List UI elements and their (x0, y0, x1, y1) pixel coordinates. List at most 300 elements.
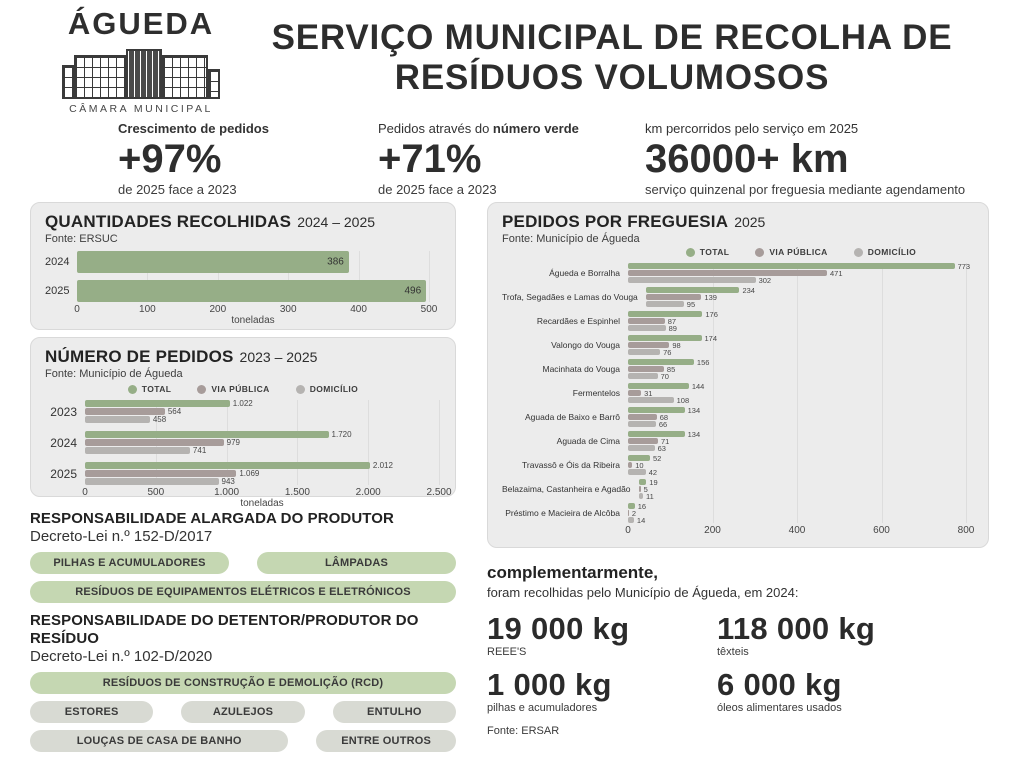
stat-label: óleos alimentares usados (717, 702, 842, 714)
bar-line (85, 478, 439, 485)
stat-value: +97% (118, 137, 222, 181)
bar-line (639, 493, 966, 499)
value-label: 11 (646, 491, 654, 501)
bar (639, 493, 644, 499)
stat-caption: de 2025 face a 2023 (378, 182, 497, 197)
bar-line (628, 349, 966, 355)
category-bars (85, 462, 439, 485)
category-bars (628, 311, 966, 331)
value-label: 14 (636, 515, 646, 525)
bar (628, 431, 685, 437)
bar (628, 503, 635, 509)
category-label: Trofa, Segadães e Lamas do Vouga (502, 292, 638, 302)
bar-line (85, 462, 439, 469)
value-label: 76 (663, 347, 672, 357)
category-bars (628, 407, 966, 427)
bar-line (628, 455, 966, 461)
legend-item (854, 247, 916, 257)
chart-legend (628, 247, 974, 257)
category-bars (628, 335, 966, 355)
stat-value: 1 000 kg (487, 667, 612, 702)
bar-line (628, 431, 966, 437)
value-label: 496 (404, 285, 422, 297)
bar (628, 383, 689, 389)
bar (85, 470, 236, 477)
tick-label: 600 (873, 525, 890, 536)
category-bars (628, 503, 966, 523)
tick-label: 200 (704, 525, 721, 536)
chart-plot-area (502, 263, 974, 523)
bar-line (85, 431, 439, 438)
category-label: Travassô e Óis da Ribeira (522, 460, 620, 470)
page-title-line1: SERVIÇO MUNICIPAL DE RECOLHA DE (271, 18, 953, 57)
value-label: 741 (192, 446, 207, 455)
page-title (256, 18, 968, 98)
chart-row (502, 479, 966, 499)
bar (85, 416, 150, 423)
value-label: 66 (658, 419, 668, 429)
responsibilities-section (30, 510, 456, 752)
chart-title: PEDIDOS POR FREGUESIA (502, 212, 729, 231)
complementary-source: Fonte: ERSAR (487, 725, 560, 737)
tick-label: 0 (74, 304, 80, 315)
chart-panel-pedidos-por-freguesia (487, 202, 989, 548)
bar-line (628, 503, 966, 509)
building-block-left-icon (74, 55, 126, 99)
responsibility-title: RESPONSABILIDADE ALARGADA DO PRODUTOR (30, 510, 394, 527)
responsibility-law: Decreto-Lei n.º 102-D/2020 (30, 647, 213, 665)
responsibility-block (30, 612, 456, 752)
page-title-line2: RESÍDUOS VOLUMOSOS (394, 57, 830, 97)
category-label: Aguada de Baixo e Barrô (525, 412, 620, 422)
tick-label: 1.500 (284, 487, 310, 498)
bar (628, 407, 685, 413)
value-label: 458 (152, 415, 167, 424)
bar (628, 445, 655, 451)
stat-caption: de 2025 face a 2023 (118, 182, 237, 197)
tick-label: 500 (420, 304, 438, 315)
bar (628, 335, 702, 341)
value-label: 144 (691, 381, 705, 391)
category-label: 2025 (45, 285, 70, 297)
bar-line (646, 287, 966, 293)
value-label: 564 (167, 407, 182, 416)
tick-label: 400 (788, 525, 806, 536)
bar-line (628, 517, 966, 523)
chart-row (45, 251, 429, 273)
bar (628, 438, 658, 444)
value-label: 71 (660, 436, 670, 446)
pill-row (30, 581, 456, 603)
bar (77, 280, 426, 302)
category-bars (628, 455, 966, 475)
bar-line (628, 469, 966, 475)
complementary-stat-texteis (717, 613, 989, 658)
value-label: 85 (666, 364, 676, 374)
gridline (439, 400, 440, 485)
bar (628, 270, 827, 276)
complementary-stat-pilhas (487, 669, 717, 714)
category-label: Valongo do Vouga (551, 340, 620, 350)
chart-header (45, 347, 441, 367)
value-label: 19 (649, 477, 658, 487)
category-label: 2024 (50, 435, 77, 450)
value-label: 87 (667, 316, 677, 326)
chart-source: Fonte: Município de Águeda (502, 233, 640, 245)
building-wing-left-icon (62, 65, 74, 99)
category-pill: AZULEJOS (181, 701, 304, 723)
value-label: 471 (829, 268, 843, 278)
value-label: 156 (696, 357, 710, 367)
legend-label: VIA PÚBLICA (211, 384, 270, 394)
value-label: 52 (652, 453, 662, 463)
chart-x-axis-label: toneladas (240, 498, 284, 509)
chart-row (502, 431, 966, 451)
responsibility-block (30, 510, 456, 603)
value-label: 2 (631, 508, 637, 518)
legend-label: VIA PÚBLICA (769, 247, 828, 257)
bar-line (628, 342, 966, 348)
chart-row (45, 400, 439, 423)
chart-row (502, 335, 966, 355)
bar-line (628, 383, 966, 389)
bar (85, 408, 165, 415)
category-pill: ENTULHO (333, 701, 456, 723)
value-label: 134 (687, 405, 701, 415)
value-label: 108 (676, 395, 690, 405)
bar-line (77, 251, 429, 273)
value-label: 176 (705, 309, 718, 319)
legend-label: TOTAL (141, 384, 172, 394)
chart-bars (45, 251, 429, 302)
bar-line (628, 318, 966, 324)
bar (628, 349, 660, 355)
value-label: 31 (644, 388, 653, 398)
category-label: Préstimo e Macieira de Alcôba (505, 508, 620, 518)
chart-row (45, 280, 429, 302)
stat-caption: serviço quinzenal por freguesia mediante agendamento (645, 182, 966, 197)
category-label: Recardães e Espinhel (536, 316, 620, 326)
chart-plot-area (45, 400, 441, 485)
value-label: 42 (648, 467, 658, 477)
bar (628, 455, 650, 461)
legend-dot-icon (755, 248, 764, 257)
bar (628, 421, 656, 427)
chart-legend (45, 384, 441, 394)
bar-line (628, 407, 966, 413)
bar-line (628, 510, 966, 516)
bar-line (85, 470, 439, 477)
chart-row (502, 407, 966, 427)
right-column (487, 202, 989, 737)
bar-line (85, 400, 439, 407)
chart-title: QUANTIDADES RECOLHIDAS (45, 212, 292, 231)
category-bars (77, 251, 429, 273)
bar (628, 469, 646, 475)
bar (628, 390, 641, 396)
building-wing-right-icon (208, 69, 220, 99)
stat-green-line-requests (378, 121, 579, 197)
value-label: 5 (643, 484, 648, 494)
left-column (30, 202, 456, 759)
tick-label: 2.500 (426, 487, 452, 498)
chart-row (502, 261, 971, 285)
legend-dot-icon (128, 385, 137, 394)
chart-row (45, 462, 439, 485)
chart-row (502, 287, 966, 307)
bar (85, 478, 219, 485)
bar (85, 400, 230, 407)
category-pill: ENTRE OUTROS (316, 730, 456, 752)
tick-label: 1.000 (214, 487, 240, 498)
legend-dot-icon (854, 248, 863, 257)
value-label: 302 (758, 275, 772, 285)
chart-x-axis (74, 302, 438, 315)
bar (628, 517, 634, 523)
bar-line (85, 408, 439, 415)
bar-line (628, 311, 966, 317)
tick-label: 200 (209, 304, 227, 315)
legend-dot-icon (197, 385, 206, 394)
bar (628, 373, 658, 379)
bar-line (639, 486, 966, 492)
category-bars (646, 287, 966, 307)
logo-org-name: CÂMARA MUNICIPAL (69, 103, 213, 115)
chart-row (502, 383, 966, 403)
value-label: 174 (704, 333, 718, 343)
bar (628, 510, 629, 516)
value-label: 10 (635, 460, 644, 470)
legend-dot-icon (296, 385, 305, 394)
value-label: 386 (327, 256, 344, 268)
value-label: 1.069 (239, 469, 260, 478)
chart-x-axis-label: toneladas (231, 315, 275, 326)
value-label: 979 (226, 438, 240, 447)
category-bars (85, 431, 439, 454)
chart-title: NÚMERO DE PEDIDOS (45, 347, 234, 366)
pill-row (30, 701, 456, 723)
pill-row (30, 672, 456, 694)
gridline (429, 251, 430, 302)
bar-line (628, 438, 966, 444)
bar (77, 251, 348, 273)
bar (628, 311, 702, 317)
responsibility-title: RESPONSABILIDADE DO DETENTOR/PRODUTOR DO RESÍDUO (30, 612, 419, 647)
complementary-stat-oleos (717, 669, 989, 714)
chart-row (502, 311, 966, 331)
legend-label: DOMICÍLIO (867, 247, 917, 257)
value-label: 98 (672, 340, 681, 350)
chart-subtitle: 2023 – 2025 (239, 349, 318, 365)
bar (628, 366, 664, 372)
value-label: 95 (686, 299, 696, 309)
stat-value: +71% (378, 137, 482, 181)
municipality-logo (52, 8, 230, 115)
bar (628, 414, 657, 420)
municipal-building-icon (60, 43, 222, 99)
legend-item (128, 384, 172, 394)
stat-value: 118 000 kg (717, 611, 876, 646)
stat-value: 6 000 kg (717, 667, 842, 702)
bar (628, 325, 666, 331)
bar-line (77, 280, 429, 302)
responsibility-law: Decreto-Lei n.º 152-D/2017 (30, 528, 213, 546)
bar-line (628, 397, 966, 403)
category-bars (85, 400, 439, 423)
legend-item (755, 247, 827, 257)
chart-row (45, 431, 439, 454)
building-tower-icon (126, 49, 162, 99)
bar (646, 287, 740, 293)
legend-item (197, 384, 269, 394)
bar-line (628, 261, 971, 271)
stat-label: REEE'S (487, 646, 527, 658)
bar-line (85, 447, 439, 454)
bar-line (628, 270, 966, 276)
complementary-title: complementarmente, (487, 563, 658, 582)
category-bars (628, 261, 971, 285)
value-label: 1.022 (232, 399, 253, 408)
chart-row (502, 503, 966, 523)
category-bars (628, 431, 966, 451)
value-label: 63 (657, 443, 666, 453)
category-pill: ESTORES (30, 701, 153, 723)
category-pill: LOUÇAS DE CASA DE BANHO (30, 730, 288, 752)
chart-source: Fonte: ERSUC (45, 233, 118, 245)
value-label: 134 (687, 429, 701, 439)
bar-line (628, 445, 966, 451)
category-pill: PILHAS E ACUMULADORES (30, 552, 229, 574)
bar (85, 447, 190, 454)
bar-line (646, 294, 966, 300)
value-label: 1.720 (331, 430, 352, 439)
bar-line (628, 462, 966, 468)
complementary-stat-reees (487, 613, 717, 658)
value-label: 139 (704, 292, 717, 302)
stat-label: pilhas e acumuladores (487, 702, 598, 714)
chart-header (502, 212, 974, 232)
value-label: 773 (957, 261, 971, 271)
bar (85, 431, 329, 438)
stat-value: 19 000 kg (487, 611, 630, 646)
bar (628, 318, 665, 324)
bar (628, 277, 756, 283)
complementary-subtitle: foram recolhidas pelo Município de Águeda, em 2024: (487, 585, 799, 600)
tick-label: 500 (147, 487, 165, 498)
category-bars (77, 280, 429, 302)
complementary-stats-grid (487, 613, 989, 714)
gridline (966, 263, 967, 523)
chart-row (502, 359, 966, 379)
value-label: 70 (660, 371, 669, 381)
pill-row (30, 730, 456, 752)
tick-label: 400 (350, 304, 367, 315)
bar-line (85, 439, 439, 446)
category-pill: RESÍDUOS DE EQUIPAMENTOS ELÉTRICOS E ELETRÓNICOS (30, 581, 456, 603)
bar (628, 263, 955, 269)
chart-subtitle: 2024 – 2025 (297, 214, 376, 230)
tick-label: 100 (139, 304, 156, 315)
category-label: 2025 (50, 466, 77, 481)
legend-item (686, 247, 730, 257)
category-label: Macinhata do Vouga (542, 364, 620, 374)
bar (628, 342, 669, 348)
logo-city-name: ÁGUEDA (67, 6, 215, 41)
bar-line (85, 416, 439, 423)
category-label: Fermentelos (572, 388, 620, 398)
bar (85, 439, 224, 446)
category-bars (628, 359, 966, 379)
category-bars (628, 383, 966, 403)
chart-x-axis (82, 485, 452, 498)
chart-x-axis (625, 523, 975, 536)
chart-panel-numero-de-pedidos (30, 337, 456, 509)
bar (639, 479, 647, 485)
stat-label: Pedidos através do número verde (378, 121, 579, 136)
legend-label: TOTAL (699, 247, 730, 257)
tick-label: 0 (82, 487, 88, 498)
value-label: 2.012 (372, 461, 393, 470)
legend-item (296, 384, 358, 394)
stat-label: Crescimento de pedidos (118, 121, 269, 136)
complementary-section (487, 563, 989, 737)
category-label: Aguada de Cima (556, 436, 620, 446)
bar (628, 359, 694, 365)
value-label: 68 (659, 412, 669, 422)
bar-line (628, 421, 966, 427)
bar-line (628, 373, 966, 379)
bar-line (628, 359, 966, 365)
bar (646, 301, 684, 307)
category-label: Águeda e Borralha (549, 268, 620, 278)
bar-line (646, 301, 966, 307)
chart-subtitle: 2025 (734, 214, 766, 230)
category-label: Belazaima, Castanheira e Agadão (502, 484, 631, 494)
category-bars (639, 479, 966, 499)
tick-label: 300 (279, 304, 297, 315)
stat-label: têxteis (717, 646, 749, 658)
building-block-right-icon (162, 55, 208, 99)
stat-km-travelled (645, 121, 965, 197)
chart-row (502, 455, 966, 475)
stat-label: km percorridos pelo serviço em 2025 (645, 121, 859, 136)
value-label: 89 (668, 323, 677, 333)
category-label: 2023 (50, 404, 77, 419)
value-label: 16 (637, 501, 647, 511)
bar (628, 397, 674, 403)
tick-label: 800 (957, 525, 975, 536)
chart-bars (502, 261, 971, 525)
chart-plot-area (45, 251, 441, 302)
bar-line (639, 479, 966, 485)
value-label: 234 (742, 285, 755, 295)
stat-growth-requests (118, 121, 269, 197)
bar-line (628, 414, 966, 420)
category-label: 2024 (45, 256, 70, 268)
bar-line (628, 366, 966, 372)
chart-panel-quantidades-recolhidas (30, 202, 456, 330)
bar-line (628, 335, 966, 341)
tick-label: 0 (625, 525, 631, 536)
legend-label: DOMICÍLIO (309, 384, 359, 394)
category-pill: LÂMPADAS (257, 552, 456, 574)
bar (646, 294, 702, 300)
chart-source: Fonte: Município de Águeda (45, 368, 183, 380)
chart-bars (45, 400, 439, 485)
pill-row (30, 552, 456, 574)
bar-line (628, 325, 966, 331)
chart-header (45, 212, 441, 232)
